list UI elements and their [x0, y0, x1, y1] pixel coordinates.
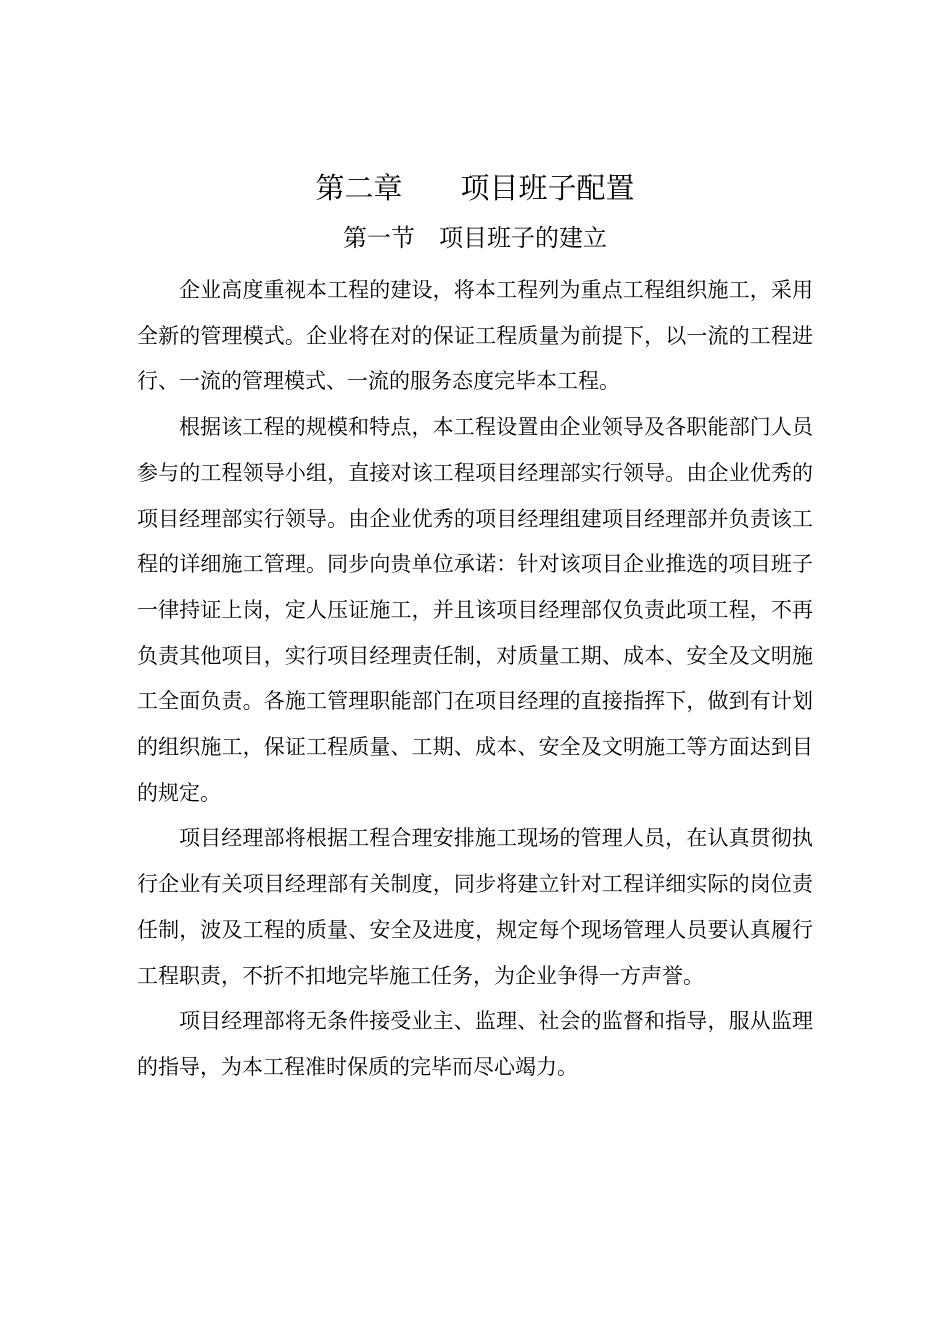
chapter-number: 第二章: [315, 171, 403, 205]
body-text: [137, 268, 813, 1091]
paragraph: 项目经理部将根据工程合理安排施工现场的管理人员，在认真贯彻执行企业有关项目经理部有关制度，同步将建立针对工程详细实际的岗位责任制，波及工程的质量、安全及进度，规定每个现场管理人员要认真履行工程职责，不折不扣地完毕施工任务，为企业争得一方声誉。: [137, 826, 813, 988]
chapter-title: 项目班子配置: [460, 171, 635, 205]
paragraph: 根据该工程的规模和特点，本工程设置由企业领导及各职能部门人员参与的工程领导小组，直接对该工程项目经理部实行领导。由企业优秀的项目经理部实行领导。由企业优秀的项目经理组建项目经理部并负责该工程的详细施工管理。同步向贵单位承诺：针对该项目企业推选的项目班子一律持证上岗，定人压证施工，并且该项目经理部仅负责此项工程，不再负责其他项目，实行项目经理责任制，对质量工期、成本、安全及文明施工全面负责。各施工管理职能部门在项目经理的直接指挥下，做到有计划的组织施工，保证工程质量、工期、成本、安全及文明施工等方面达到目的规定。: [137, 415, 813, 805]
chapter-heading: [0, 168, 950, 208]
section-number: 第一节: [343, 224, 415, 252]
section-heading: [0, 220, 950, 256]
paragraph: 企业高度重视本工程的建设，将本工程列为重点工程组织施工，采用全新的管理模式。企业将在对的保证工程质量为前提下，以一流的工程进行、一流的管理模式、一流的服务态度完毕本工程。: [137, 278, 813, 394]
section-title: 项目班子的建立: [439, 224, 607, 252]
paragraph: 项目经理部将无条件接受业主、监理、社会的监督和指导，服从监理的指导，为本工程准时保质的完毕而尽心竭力。: [137, 1009, 813, 1079]
